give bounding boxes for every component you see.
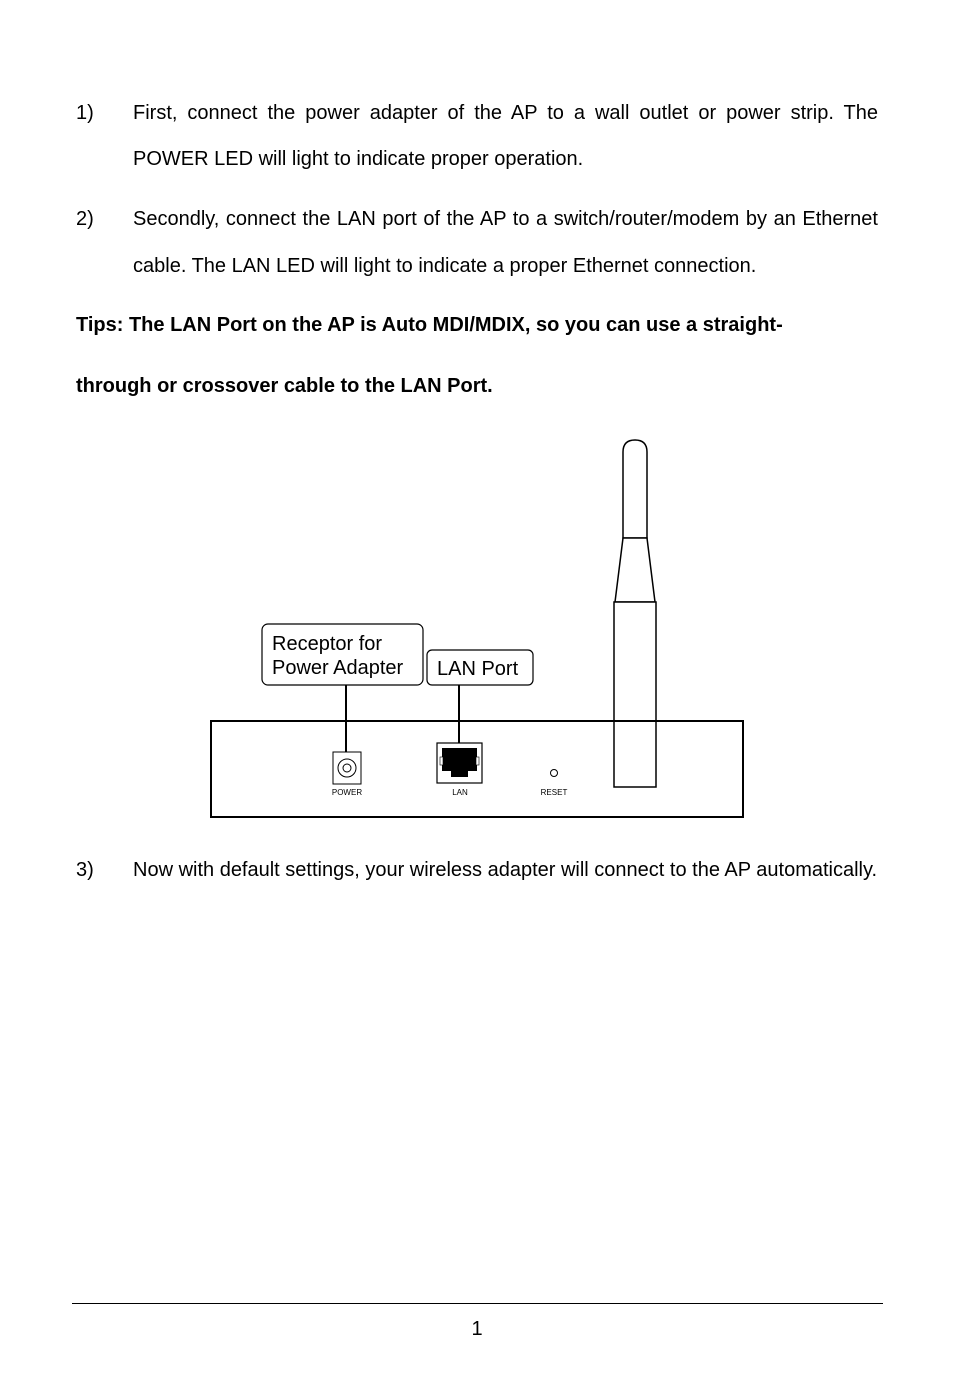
tips-line-1: Tips: The LAN Port on the AP is Auto MDI/MDIX, so you can use a straight- <box>76 314 783 336</box>
port-label-power: POWER <box>331 788 363 797</box>
step-text: First, connect the power adapter of the AP to a wall outlet or power strip. The POWER LED will light to indicate proper operation. <box>133 102 878 170</box>
lan-port-icon <box>437 743 482 783</box>
footer-divider <box>72 1303 883 1304</box>
power-jack-icon <box>333 752 361 784</box>
reset-button-icon <box>551 770 558 777</box>
tips-line-2: through or crossover cable to the LAN Port. <box>76 375 493 397</box>
step-text: Secondly, connect the LAN port of the AP to a switch/router/modem by an Ethernet cable. The LAN LED will light to indicate a proper Ethernet connection. <box>133 208 878 277</box>
callout-power-line1: Receptor for <box>272 633 383 655</box>
antenna <box>614 440 656 787</box>
step-3 <box>76 847 878 893</box>
page-number: 1 <box>471 1318 483 1340</box>
callout-power <box>262 624 423 752</box>
callout-power-line2: Power Adapter <box>272 657 404 679</box>
port-label-lan: LAN <box>452 788 468 797</box>
step-number: 2) <box>76 208 94 230</box>
callout-lan <box>427 650 533 743</box>
step-number: 3) <box>76 859 94 881</box>
step-text: Now with default settings, your wireless adapter will connect to the AP automatically. <box>133 859 878 881</box>
callout-lan-label: LAN Port <box>437 658 519 680</box>
step-number: 1) <box>76 102 94 124</box>
port-label-reset: RESET <box>540 788 568 797</box>
